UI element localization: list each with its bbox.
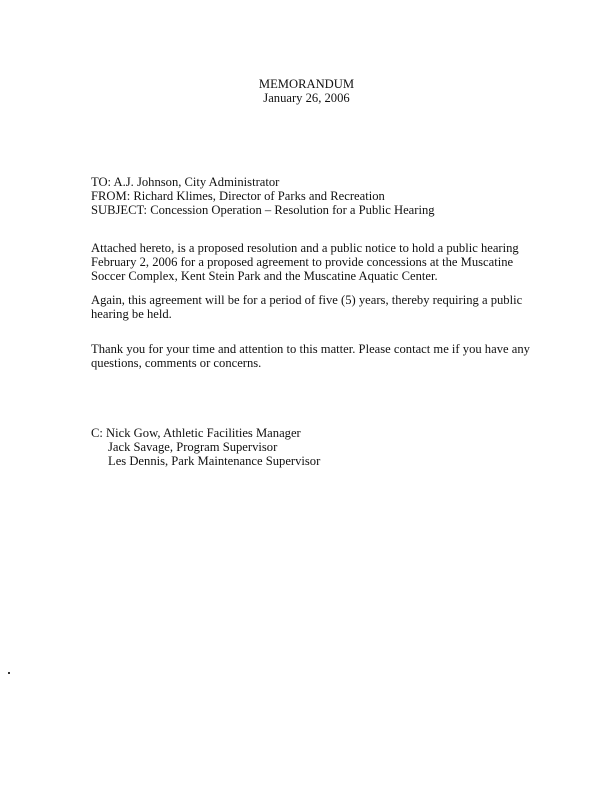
- subject-line: SUBJECT: Concession Operation – Resolution for a Public Hearing: [91, 203, 435, 217]
- from-line: FROM: Richard Klimes, Director of Parks and Recreation: [91, 189, 385, 203]
- text-line: February 2, 2006 for a proposed agreement to provide concessions at the Muscatine: [91, 255, 514, 269]
- text-line: questions, comments or concerns.: [91, 356, 262, 370]
- text-line: Attached hereto, is a proposed resolution and a public notice to hold a public hearing: [91, 241, 519, 255]
- cc-item: C: Nick Gow, Athletic Facilities Manager: [91, 426, 301, 440]
- text-line: Again, this agreement will be for a period of five (5) years, thereby requiring a public: [91, 293, 523, 307]
- memo-title: MEMORANDUM: [258, 77, 355, 91]
- cc-item: Jack Savage, Program Supervisor: [108, 440, 278, 454]
- text-line: hearing be held.: [91, 307, 172, 321]
- cc-item: Les Dennis, Park Maintenance Supervisor: [108, 454, 321, 468]
- scan-speck: [8, 672, 10, 674]
- text-line: Thank you for your time and attention to this matter. Please contact me if you have any: [91, 342, 530, 356]
- to-line: TO: A.J. Johnson, City Administrator: [91, 175, 280, 189]
- memo-date: January 26, 2006: [263, 91, 350, 105]
- text-line: Soccer Complex, Kent Stein Park and the Muscatine Aquatic Center.: [91, 269, 438, 283]
